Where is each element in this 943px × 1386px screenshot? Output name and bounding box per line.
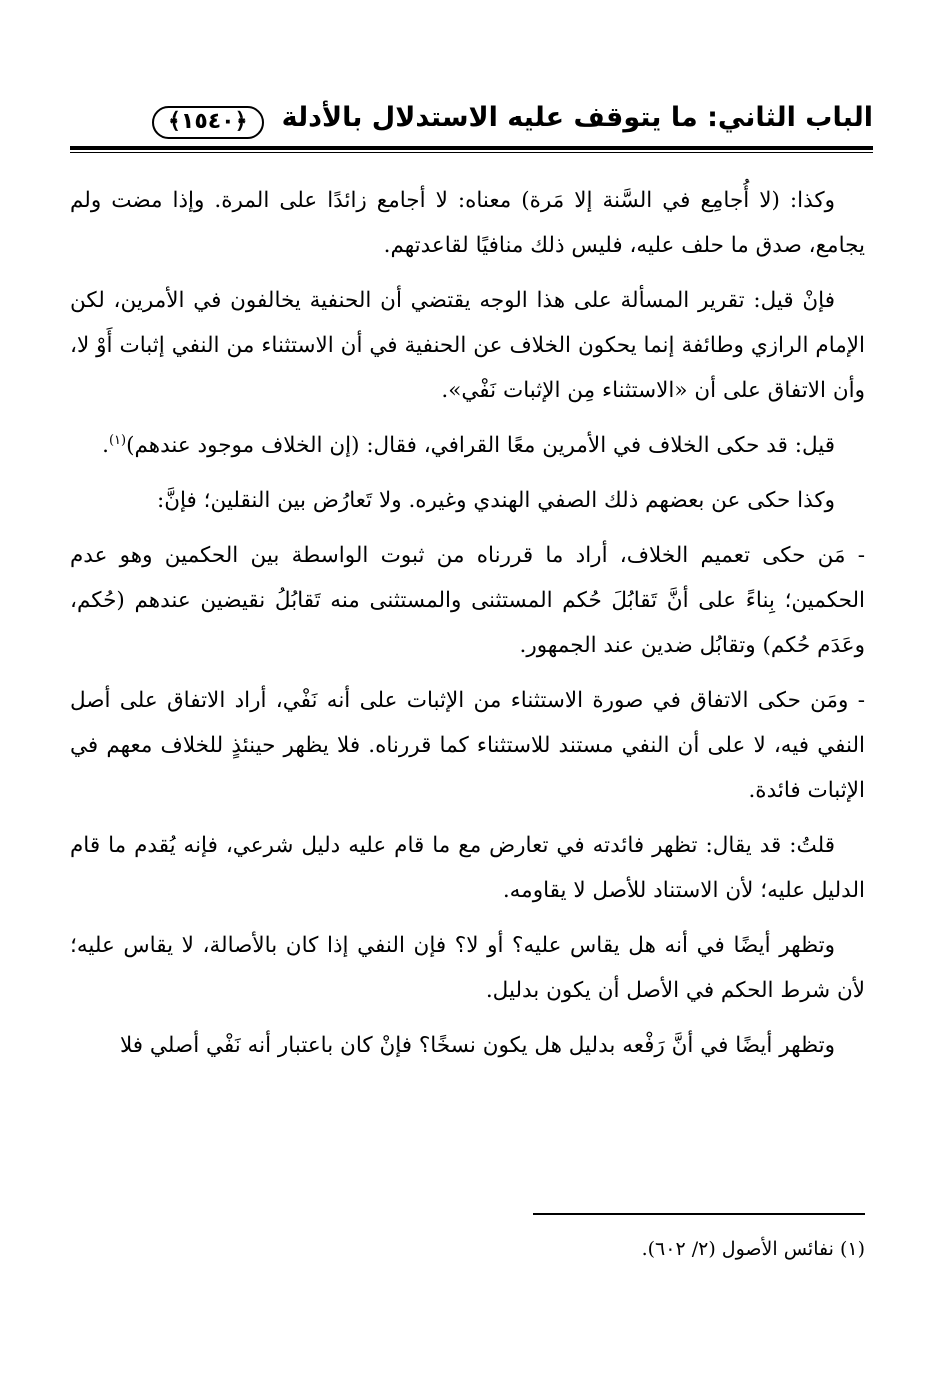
- footnote-reference: (١): [108, 432, 127, 448]
- chapter-title: الباب الثاني: ما يتوقف عليه الاستدلال بالأدلة: [281, 102, 873, 133]
- paragraph: وتظهر أيضًا في أنَّ رَفْعه بدليل هل يكون نسخًا؟ فإنْ كان باعتبار أنه نَفْي أصلي فلا: [119, 1033, 835, 1058]
- paragraph: - ومَن حكى الاتفاق في صورة الاستثناء من الإثبات على أنه نَفْي، أراد الاتفاق على أصل النفي فيه، لا على أن النفي مستند للاستثناء كما قررناه. فلا يظهر حينئذٍ للخلاف معهم في الإثبات فائدة.: [70, 688, 865, 803]
- paragraph: [70, 423, 865, 468]
- paragraph: وكذا: (لا أُجامِع في السَّنة إلا مَرة) معناه: لا أجامع زائدًا على المرة. وإذا مضت ولم يجامع، صدق ما حلف عليه، فليس ذلك منافيًا لقاعدتهم.: [70, 188, 865, 258]
- footnote: (١) نفائس الأصول (٢/ ٦٠٢).: [641, 1238, 865, 1260]
- paragraph: - مَن حكى تعميم الخلاف، أراد ما قررناه من ثبوت الواسطة بين الحكمين وهو عدم الحكمين؛ بِناءً على أنَّ تَقابُلَ حُكم المستثنى والمستثنى منه تَقابُلُ نقيضين عندهم (حُكم، وعَدَم حُكم) وتقابُل ضدين عند الجمهور.: [70, 543, 865, 658]
- paragraph: وتظهر أيضًا في أنه هل يقاس عليه؟ أو لا؟ فإن النفي إذا كان بالأصالة، لا يقاس عليه؛ لأن شرط الحكم في الأصل أن يكون بدليل.: [70, 933, 865, 1003]
- paragraph-end: .: [102, 433, 109, 458]
- header-rule: [70, 146, 873, 150]
- paragraph: فإنْ قيل: تقرير المسألة على هذا الوجه يقتضي أن الحنفية يخالفون في الأمرين، لكن الإمام الرازي وطائفة إنما يحكون الخلاف عن الحنفية في أن الاستثناء من النفي إثبات أَوْ لا، وأن الاتفاق على أن «الاستثناء مِن الإثبات نَفْي».: [70, 288, 865, 403]
- main-text: [70, 178, 865, 1078]
- paragraph-text: قيل: قد حكى الخلاف في الأمرين معًا القرافي، فقال: (إن الخلاف موجود عندهم): [126, 433, 835, 458]
- page-number-badge: ﴿١٥٤٠﴾: [152, 106, 264, 139]
- header-rule-thin: [70, 152, 873, 153]
- paragraph: قلتُ: قد يقال: تظهر فائدته في تعارض مع ما قام عليه دليل شرعي، فإنه يُقدم ما قام الدليل عليه؛ لأن الاستناد للأصل لا يقاومه.: [70, 833, 865, 903]
- page-header: [70, 100, 873, 152]
- paragraph: وكذا حكى عن بعضهم ذلك الصفي الهندي وغيره. ولا تَعارُض بين النقلين؛ فإنَّ:: [156, 488, 835, 513]
- footnote-separator: [533, 1213, 865, 1215]
